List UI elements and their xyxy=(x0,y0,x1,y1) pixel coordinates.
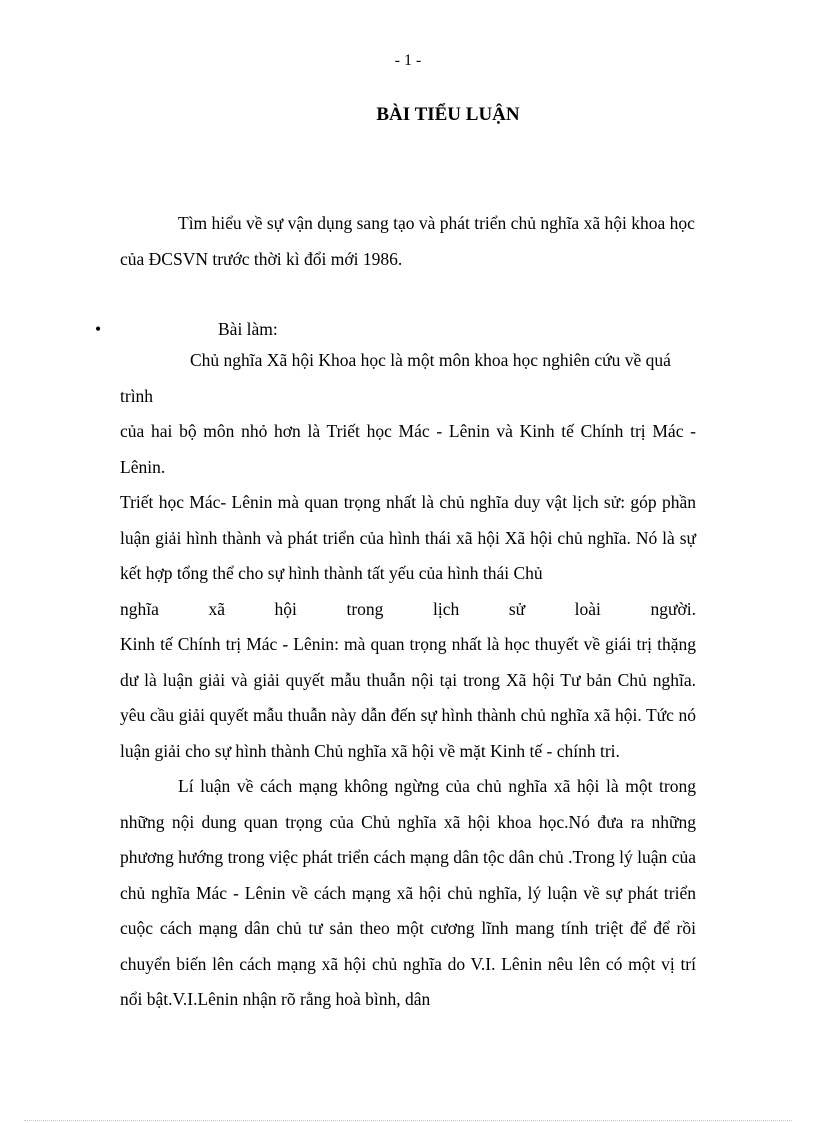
body-paragraph-1: Chủ nghĩa Xã hội Khoa học là một môn khoa học nghiên cứu về quá trình xyxy=(120,350,671,406)
word: xã xyxy=(208,598,225,619)
word: nghĩa xyxy=(120,598,159,619)
body-paragraph-4: Kinh tế Chính trị Mác - Lênin: mà quan trọng nhất là học thuyết về giái trị thặng dư là luận giải và giải quyết mẫu thuẫn nội tại trong Xã hội Tư bản Chủ nghĩa. yêu cầu giải quyết mẫu thuẫn này dẫn đến sự hình thành chủ nghĩa xã hội. Tức nó luận giải cho sự hình thành Chủ nghĩa xã hội về mặt Kinh tế - chính tri. xyxy=(120,634,696,761)
word: trong xyxy=(346,598,384,619)
document-title: BÀI TIỂU LUẬN xyxy=(376,104,520,125)
page-number: - 1 - xyxy=(394,52,422,69)
word: lịch xyxy=(433,598,460,619)
body-paragraph-3: Triết học Mác- Lênin mà quan trọng nhất là chủ nghĩa duy vật lịch sử: góp phần luận giải hình thành và phát triển của hình thái xã hội Xã hội chủ nghĩa. Nó là sự kết hợp tổng thể cho sự hình thành tất yếu của hình thái Chủ xyxy=(120,492,696,583)
word: người. xyxy=(650,598,696,619)
page-bottom-divider xyxy=(24,1120,792,1121)
body-paragraph-2: của hai bộ môn nhỏ hơn là Triết học Mác - Lênin và Kinh tế Chính trị Mác - Lênin. xyxy=(120,421,696,477)
essay-body xyxy=(120,343,696,1018)
essay-topic xyxy=(120,206,696,277)
section-label: Bài làm: xyxy=(218,319,278,339)
body-paragraph-3-last-line xyxy=(120,592,696,628)
bullet-icon: • xyxy=(95,319,102,339)
topic-paragraph: Tìm hiểu về sự vận dụng sang tạo và phát triển chủ nghĩa xã hội khoa học của ĐCSVN trước thời kì đổi mới 1986. xyxy=(120,213,695,269)
body-paragraph-5: Lí luận về cách mạng không ngừng của chủ nghĩa xã hội là một trong những nội dung quan trọng của Chủ nghĩa xã hội khoa học.Nó đưa ra những phương hướng trong việc phát triển cách mạng dân tộc dân chủ .Trong lý luận của chủ nghĩa Mác - Lênin về cách mạng xã hội chủ nghĩa, lý luận về sự phát triển cuộc cách mạng dân chủ tư sản theo một cương lĩnh mang tính triệt để để rồi chuyển biến lên cách mạng xã hội chủ nghĩa do V.I. Lênin nêu lên có một vị trí nổi bật.V.I.Lênin nhận rõ rằng hoà bình, dân xyxy=(120,776,696,1009)
word: sử xyxy=(508,598,526,619)
word: hội xyxy=(274,598,297,619)
word: loài xyxy=(574,598,601,619)
